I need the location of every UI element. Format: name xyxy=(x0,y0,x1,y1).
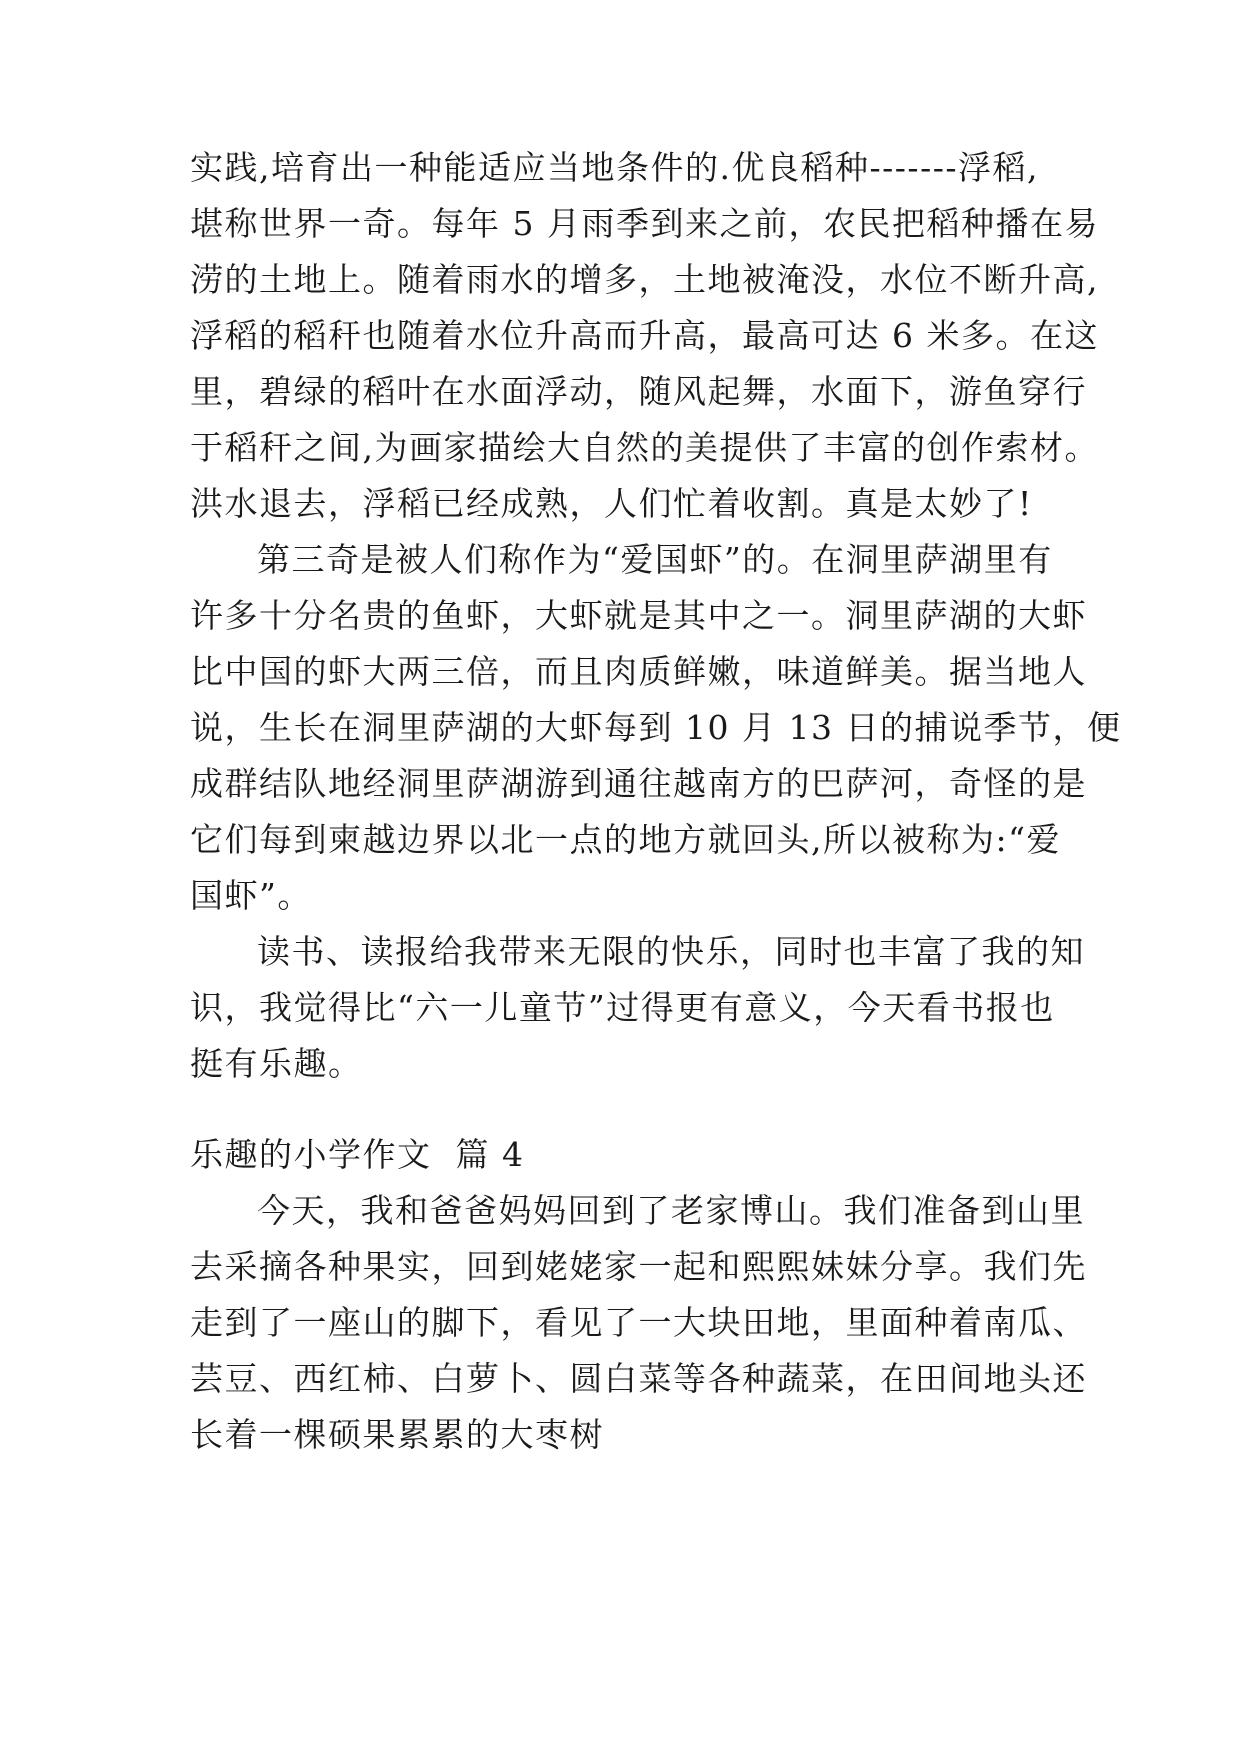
text-line: 堪称世界一奇。每年 5 月雨季到来之前，农民把稻种播在易 xyxy=(190,204,1099,243)
text-line: 挺有乐趣。 xyxy=(190,1044,363,1083)
text-line: 涝的土地上。随着雨水的增多，土地被淹没，水位不断升高, xyxy=(190,260,1099,299)
text-line: 浮稻的稻秆也随着水位升高而升高，最高可达 6 米多。在这 xyxy=(190,316,1099,355)
text-line: 洪水退去，浮稻已经成熟，人们忙着收割。真是太妙了! xyxy=(190,484,1033,523)
text-line: 芸豆、西红柿、白萝卜、圆白菜等各种蔬菜，在田间地头还 xyxy=(190,1359,1087,1398)
text-line: 里，碧绿的稻叶在水面浮动，随风起舞，水面下，游鱼穿行 xyxy=(190,372,1087,411)
text-line: 它们每到柬越边界以北一点的地方就回头,所以被称为:“爱 xyxy=(190,820,1061,859)
section-heading: 乐趣的小学作文 篇 4 xyxy=(190,1135,525,1174)
text-line: 于稻秆之间,为画家描绘大自然的美提供了丰富的创作索材。 xyxy=(190,428,1099,467)
text-line: 实践,培育出一种能适应当地条件的.优良稻种-------浮稻, xyxy=(190,148,1040,187)
text-line: 走到了一座山的脚下，看见了一大块田地，里面种着南瓜、 xyxy=(190,1303,1087,1342)
text-line: 许多十分名贵的鱼虾，大虾就是其中之一。洞里萨湖的大虾 xyxy=(190,596,1087,635)
text-line: 比中国的虾大两三倍，而且肉质鲜嫩，味道鲜美。据当地人 xyxy=(190,652,1087,691)
text-line: 去采摘各种果实，回到姥姥家一起和熙熙妹妹分享。我们先 xyxy=(190,1247,1087,1286)
text-line: 国虾”。 xyxy=(190,876,312,915)
text-line: 长着一棵硕果累累的大枣树 xyxy=(190,1415,604,1454)
text-line: 识，我觉得比“六一儿童节”过得更有意义，今天看书报也 xyxy=(190,988,1055,1027)
text-line: 第三奇是被人们称作为“爱国虾”的。在洞里萨湖里有 xyxy=(257,540,1053,579)
text-line: 成群结队地经洞里萨湖游到通往越南方的巴萨河，奇怪的是 xyxy=(190,764,1087,803)
text-line: 读书、读报给我带来无限的快乐，同时也丰富了我的知 xyxy=(257,932,1085,971)
text-line: 说，生长在洞里萨湖的大虾每到 10 月 13 日的捕说季节，便 xyxy=(190,708,1122,747)
text-line: 今天，我和爸爸妈妈回到了老家博山。我们准备到山里 xyxy=(257,1191,1085,1230)
